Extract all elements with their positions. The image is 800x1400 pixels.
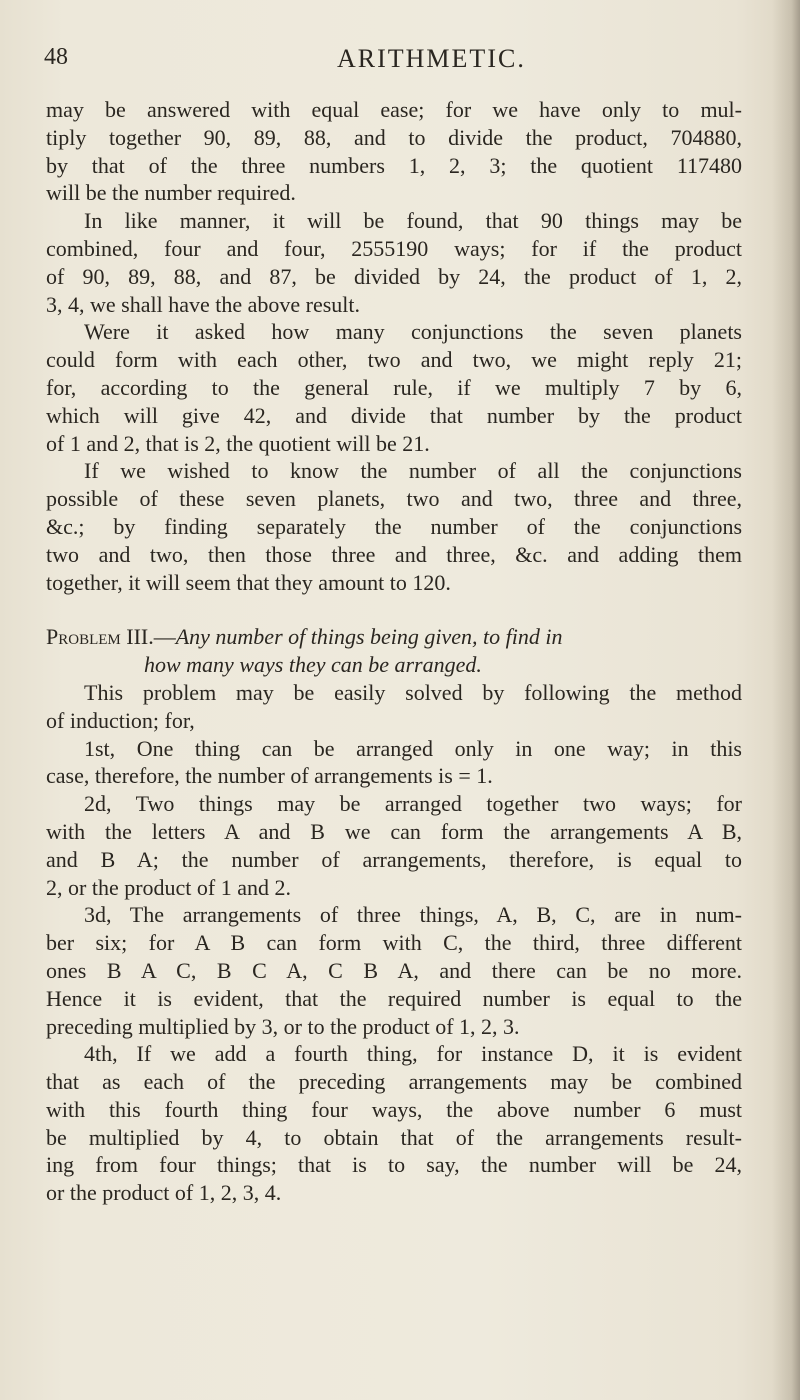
paragraph [46,735,742,791]
paragraph [46,901,742,1040]
text-line: will be the number required. [46,180,296,206]
paragraph [46,96,742,207]
text-line: for, according to the general rule, if we multiply 7 by 6, [46,374,742,400]
text-line: with this fourth thing four ways, the above number 6 must [46,1096,742,1122]
section-gap [46,596,742,623]
text-line: of 90, 89, 88, and 87, be divided by 24, the product of 1, 2, [46,263,742,289]
text-line: 2d, Two things may be arranged together two ways; for [84,791,742,817]
paragraph [46,1040,742,1207]
page-gutter-shadow [772,0,800,1400]
text-line: which will give 42, and divide that number by the product [46,402,742,428]
problem-statement-text: Any number of things being given, to find in [175,624,563,650]
problem-label: Problem III. [46,624,154,650]
text-line: of induction; for, [46,707,195,733]
text-line: Hence it is evident, that the required number is equal to the [46,985,742,1011]
text-line: preceding multiplied by 3, or to the product of 1, 2, 3. [46,1013,520,1039]
running-head: ARITHMETIC. [337,44,526,73]
paragraph [46,790,742,901]
text-line: 3, 4, we shall have the above result. [46,291,361,317]
text-line: 4th, If we add a fourth thing, for instance D, it is evident [84,1041,742,1067]
page-body [46,96,742,1207]
text-line: possible of these seven planets, two and two, three and three, [46,486,742,512]
problem-statement [46,623,742,679]
paragraph [46,679,742,735]
page-header [44,40,744,80]
text-line: &c.; by finding separately the number of the conjunctions [46,513,742,539]
text-line: that as each of the preceding arrangements may be combined [46,1069,742,1095]
text-line: or the product of 1, 2, 3, 4. [46,1180,282,1206]
text-line: by that of the three numbers 1, 2, 3; the quotient 117480 [46,152,742,178]
text-line: If we wished to know the number of all the conjunctions [84,458,742,484]
paragraph [46,207,742,318]
text-line: two and two, then those three and three, &c. and adding them [46,541,742,567]
text-line: case, therefore, the number of arrangements is = 1. [46,763,493,789]
text-line: may be answered with equal ease; for we have only to mul- [46,97,742,122]
text-line: 2, or the product of 1 and 2. [46,874,291,900]
problem-heading-line [46,623,742,651]
text-line: and B A; the number of arrangements, therefore, is equal to [46,846,742,872]
text-line: In like manner, it will be found, that 90 things may be [84,208,742,234]
text-line: of 1 and 2, that is 2, the quotient will be 21. [46,430,430,456]
text-line: This problem may be easily solved by following the method [84,679,742,705]
text-line: together, it will seem that they amount to 120. [46,569,451,595]
paragraph [46,318,742,457]
text-line: 1st, One thing can be arranged only in one way; in this [84,735,742,761]
text-line: tiply together 90, 89, 88, and to divide the product, 704880, [46,124,742,150]
text-line: be multiplied by 4, to obtain that of the arrangements result- [46,1124,742,1150]
text-line: with the letters A and B we can form the arrangements A B, [46,818,742,844]
problem-dash: — [153,624,176,650]
page-number: 48 [44,44,68,70]
problem-statement-continuation: how many ways they can be arranged. [144,652,482,678]
text-line: combined, four and four, 2555190 ways; for if the product [46,235,742,261]
text-line: ones B A C, B C A, C B A, and there can be no more. [46,957,742,983]
text-line: could form with each other, two and two, we might reply 21; [46,347,742,373]
paragraph [46,457,742,596]
text-line: ing from four things; that is to say, the number will be 24, [46,1152,742,1178]
text-line: 3d, The arrangements of three things, A, B, C, are in num- [84,902,742,928]
text-line: ber six; for A B can form with C, the third, three different [46,930,742,956]
text-line: Were it asked how many conjunctions the seven planets [84,319,742,345]
